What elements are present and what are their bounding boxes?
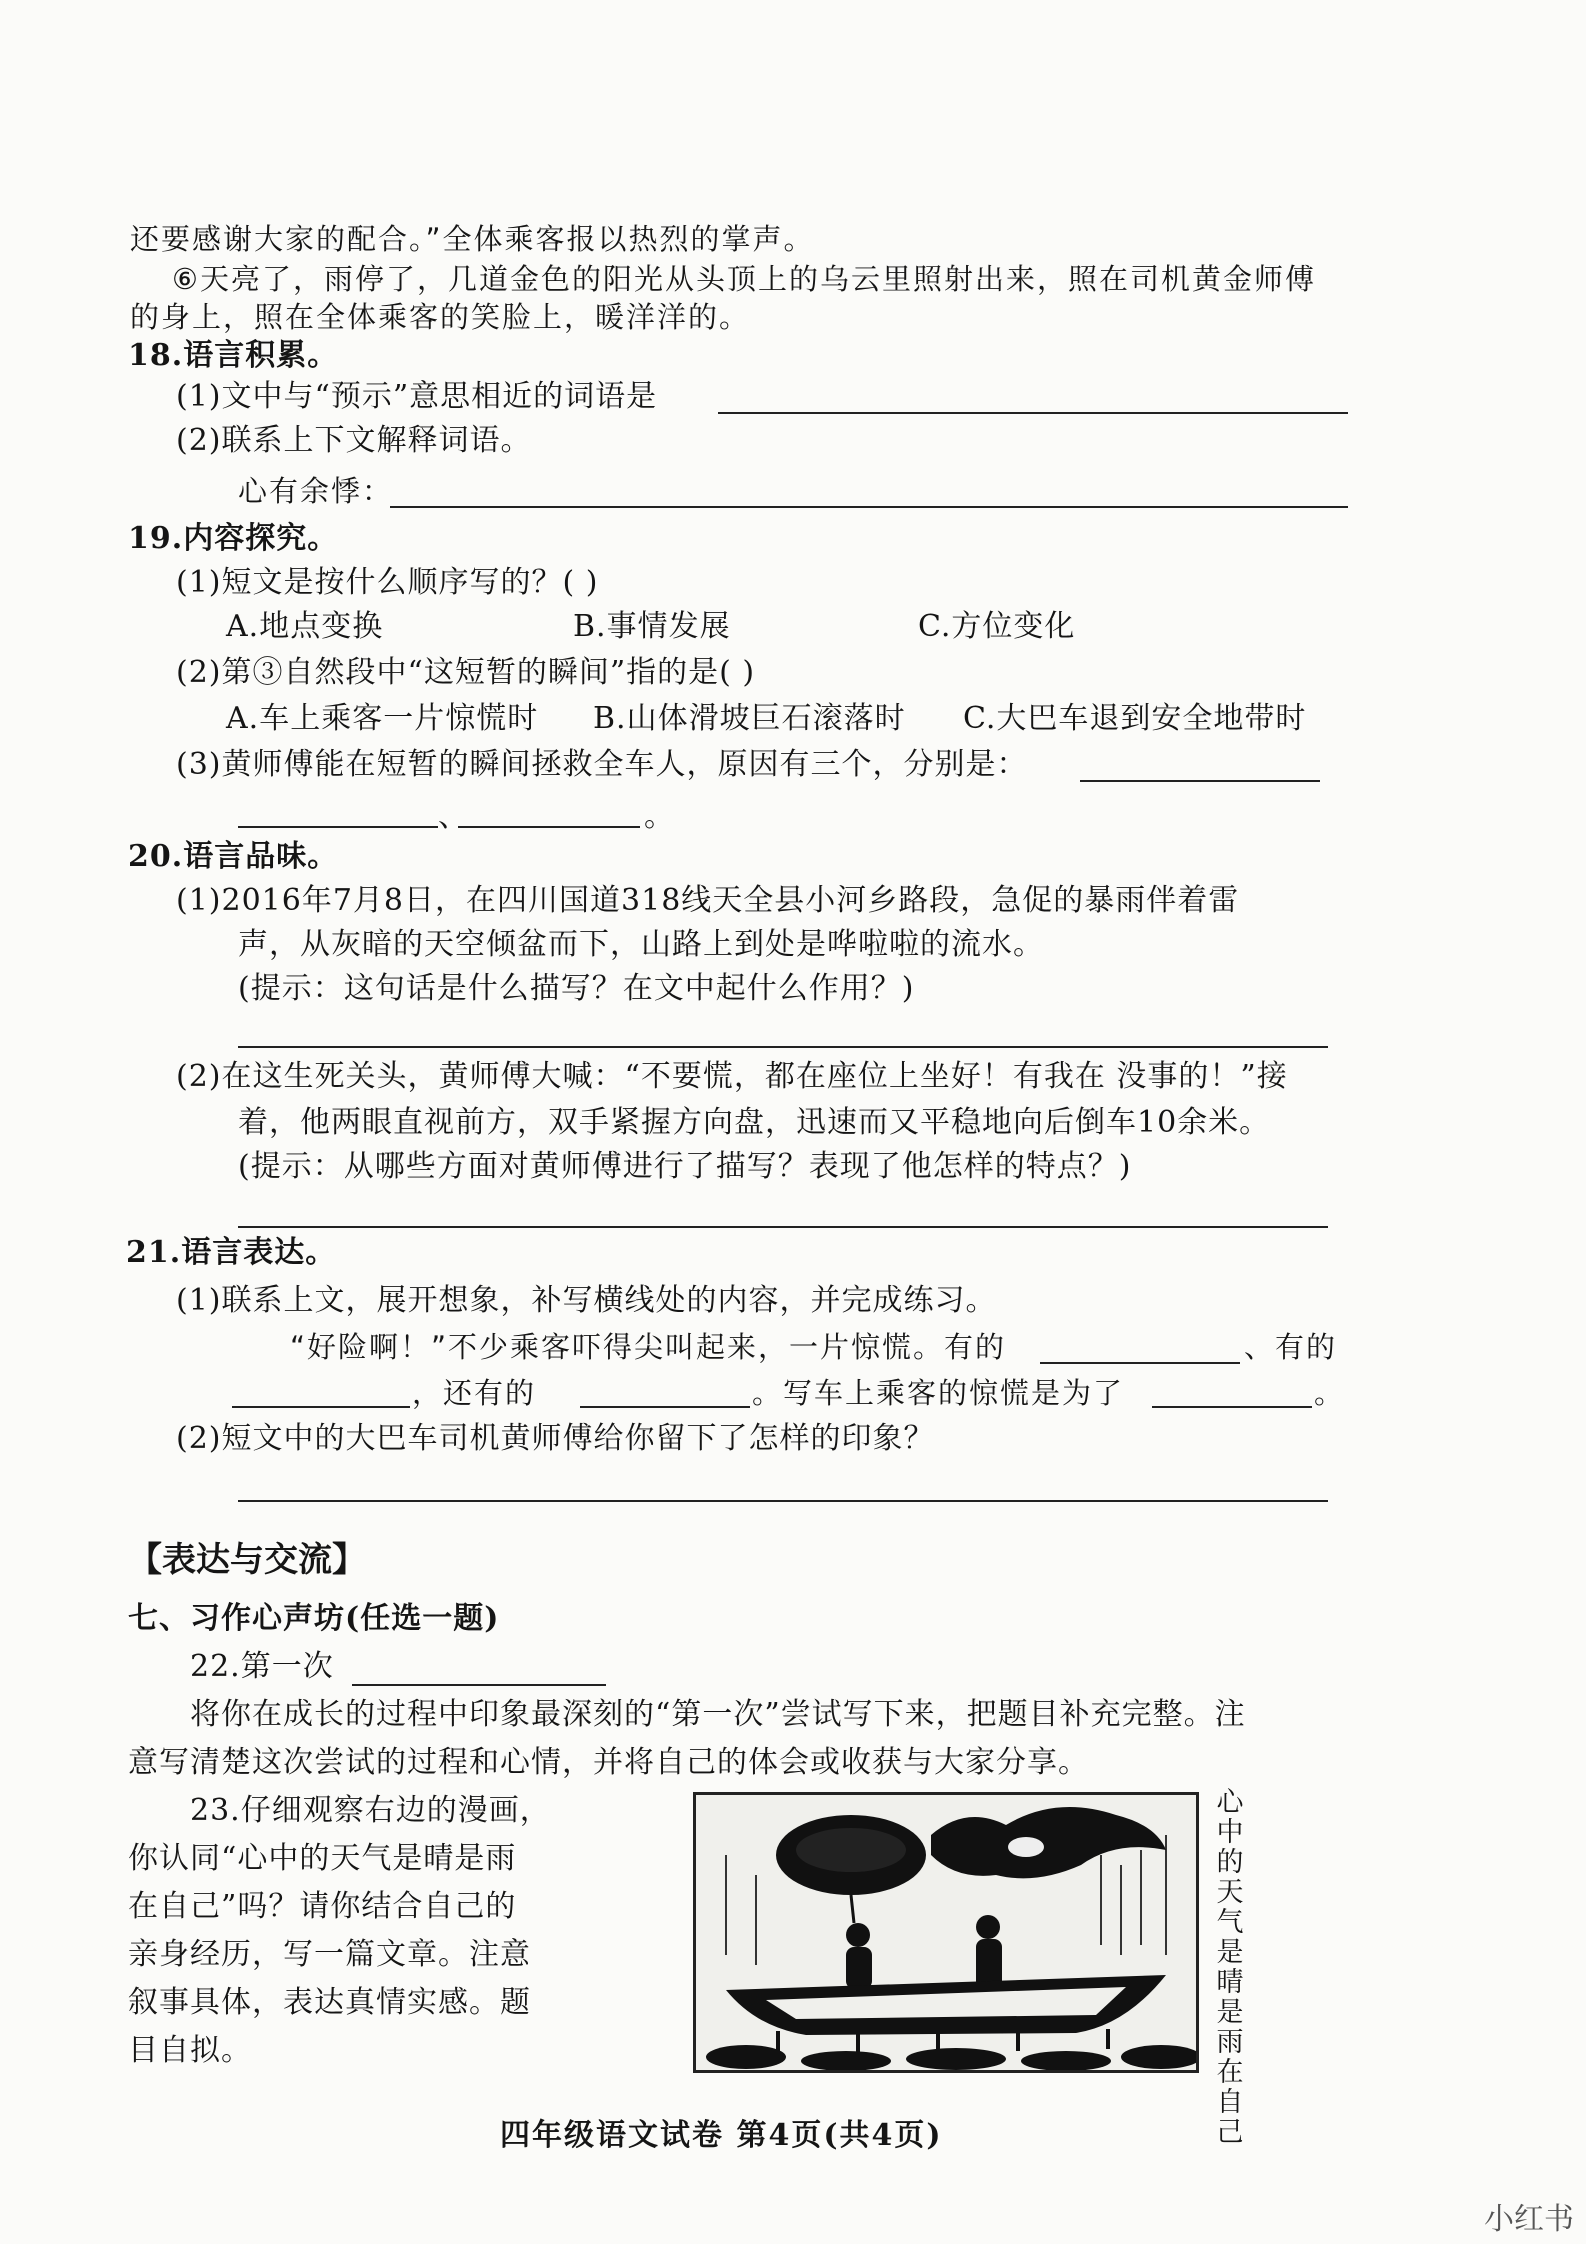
q23-line-5: 叙事具体，表达真情实感。题	[128, 1985, 531, 2020]
cartoon-illustration	[693, 1792, 1199, 2073]
q19-1-option-c: C.方位变化	[918, 609, 1076, 644]
q19-3-answer-line-1[interactable]	[1080, 780, 1320, 782]
q23-line-2: 你认同“心中的天气是晴是雨	[128, 1841, 517, 1876]
q21-2-answer-line[interactable]	[238, 1500, 1328, 1502]
q21-1-blank-1[interactable]	[1040, 1362, 1240, 1364]
q19-2-option-b: B.山体滑坡巨石滚落时	[593, 701, 906, 736]
story-line-3: 的身上，照在全体乘客的笑脸上，暖洋洋的。	[130, 300, 751, 334]
story-line-2: ⑥天亮了，雨停了，几道金色的阳光从头顶上的乌云里照射出来，照在司机黄金师傅	[172, 262, 1316, 296]
q21-1-sentence-c: ，还有的	[412, 1376, 537, 1410]
q18-2-term: 心有余悸：	[238, 474, 394, 508]
q19-3-separator: 、	[438, 799, 469, 834]
q19-3-answer-line-2[interactable]	[238, 826, 438, 828]
q21-1-blank-3[interactable]	[580, 1406, 750, 1408]
q21-1-blank-2[interactable]	[232, 1406, 410, 1408]
q22-title-blank[interactable]	[352, 1684, 606, 1686]
q19-title: 19.内容探究。	[128, 521, 339, 556]
q21-1-sentence-b: 、有的	[1244, 1330, 1338, 1364]
q22-desc-line-1: 将你在成长的过程中印象最深刻的“第一次”尝试写下来，把题目补充完整。注	[190, 1697, 1246, 1732]
q19-2-option-a: A.车上乘客一片惊慌时	[226, 701, 539, 736]
q20-2-answer-line[interactable]	[238, 1226, 1328, 1228]
q20-title: 20.语言品味。	[128, 839, 339, 874]
section-heading-expression: 【表达与交流】	[128, 1540, 366, 1580]
q18-2-text: (2)联系上下文解释词语。	[176, 423, 532, 458]
q20-1-answer-line[interactable]	[238, 1046, 1328, 1048]
q21-1-sentence-end: 。	[1314, 1376, 1346, 1410]
q18-1-text: (1)文中与“预示”意思相近的词语是	[176, 379, 658, 414]
q19-3-period: 。	[644, 799, 675, 834]
q20-1-line-1: (1)2016年7月8日，在四川国道318线天全县小河乡路段，急促的暴雨伴着雷	[176, 883, 1240, 918]
q18-2-answer-line[interactable]	[390, 506, 1348, 508]
q22-title: 22.第一次	[190, 1649, 334, 1684]
cartoon-caption: 心中的天气是晴是雨在自己	[1216, 1787, 1244, 2148]
q19-3-answer-line-3[interactable]	[458, 826, 640, 828]
q19-1-option-b: B.事情发展	[573, 609, 731, 644]
q20-1-hint: (提示：这句话是什么描写？在文中起什么作用？)	[238, 971, 915, 1006]
q19-1-text: (1)短文是按什么顺序写的？( )	[176, 565, 599, 600]
q20-1-line-2: 声，从灰暗的天空倾盆而下，山路上到处是哗啦啦的流水。	[238, 927, 1044, 962]
q19-1-option-a: A.地点变换	[226, 609, 384, 644]
q22-desc-line-2: 意写清楚这次尝试的过程和心情，并将自己的体会或收获与大家分享。	[128, 1745, 1089, 1780]
corner-mark: 小红书	[1484, 2202, 1574, 2237]
part7-title: 七、习作心声坊(任选一题)	[128, 1601, 500, 1636]
q21-title: 21.语言表达。	[126, 1235, 337, 1270]
q21-1-text: (1)联系上文，展开想象，补写横线处的内容，并完成练习。	[176, 1283, 997, 1318]
q18-1-answer-line[interactable]	[718, 412, 1348, 414]
q20-2-line-2: 着，他两眼直视前方，双手紧握方向盘，迅速而又平稳地向后倒车10余米。	[238, 1105, 1271, 1140]
q23-line-4: 亲身经历，写一篇文章。注意	[128, 1937, 531, 1972]
q19-2-option-c: C.大巴车退到安全地带时	[963, 701, 1307, 736]
q19-2-text: (2)第③自然段中“这短暂的瞬间”指的是( )	[176, 655, 756, 690]
q21-1-sentence-a: “好险啊！”不少乘客吓得尖叫起来，一片惊慌。有的	[290, 1330, 1007, 1364]
cartoon-drawing	[696, 1795, 1196, 2070]
page-footer: 四年级语文试卷 第4页(共4页)	[500, 2118, 943, 2153]
q18-title: 18.语言积累。	[128, 338, 339, 373]
q23-line-1: 23.仔细观察右边的漫画，	[190, 1793, 551, 1828]
q21-1-blank-4[interactable]	[1152, 1406, 1312, 1408]
q21-1-sentence-d: 。写车上乘客的惊慌是为了	[752, 1376, 1125, 1410]
story-line-1: 还要感谢大家的配合。”全体乘客报以热烈的掌声。	[130, 222, 815, 256]
q23-line-6: 目自拟。	[128, 2033, 252, 2068]
q20-2-hint: (提示：从哪些方面对黄师傅进行了描写？表现了他怎样的特点？)	[238, 1149, 1132, 1184]
q20-2-line-1: (2)在这生死关头，黄师傅大喊：“不要慌，都在座位上坐好！有我在 没事的！”接	[176, 1059, 1288, 1094]
q23-line-3: 在自己”吗？请你结合自己的	[128, 1889, 517, 1924]
q21-2-text: (2)短文中的大巴车司机黄师傅给你留下了怎样的印象？	[176, 1421, 935, 1456]
q19-3-text: (3)黄师傅能在短暂的瞬间拯救全车人，原因有三个，分别是：	[176, 747, 1028, 782]
